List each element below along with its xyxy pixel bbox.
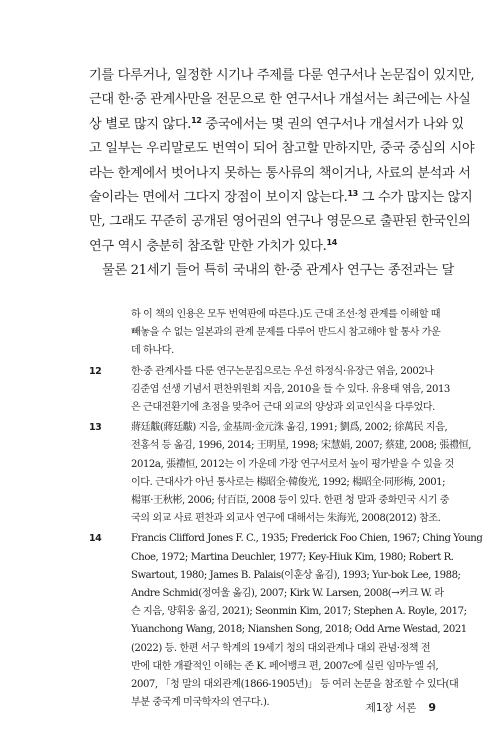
footnote-line: 2012a, 張禮恒, 2012는 이 가운데 가장 연구서로서 높이 평가받을 수 있을 것 — [131, 458, 454, 470]
page-footer — [366, 700, 436, 715]
body-line-text: 술이라는 면에서 그다지 장점이 보이지 않는다. — [89, 190, 348, 206]
footnote-line: 반에 대한 개괄적인 이해는 존 K. 페어뱅크 편, 2007c에 실린 임마누엘 쉬, — [131, 660, 439, 672]
body-line-text: 중국에서는 몇 권의 연구서나 개설서가 나와 있 — [201, 116, 464, 132]
body-line — [89, 113, 464, 137]
footnote-line: 국의 외교 사료 편찬과 외교사 연구에 대해서는 朱海光, 2008(2012) 참조. — [131, 513, 441, 525]
footnote-continuation — [89, 306, 439, 361]
footnote-line: 한·중 관계사를 다룬 연구논문집으로는 우선 하정식·유장근 엮음, 2002나 — [131, 365, 434, 377]
footnote-line: 이다. 근대사가 아닌 통사로는 楊昭全·韓俊光, 1992; 楊昭全·同形梅, 2001; — [131, 476, 446, 488]
body-line — [89, 210, 471, 234]
footnote-line: 데 하나다. — [131, 345, 174, 357]
footnote-line: 부분 중국계 미국학자의 연구다.). — [131, 697, 270, 709]
body-line-text: 상 별로 많지 않다. — [89, 116, 192, 132]
body-line — [89, 162, 471, 186]
body-line-text: 연구 역시 충분히 참조할 만한 가치가 있다. — [89, 238, 327, 254]
footnotes — [89, 306, 483, 712]
chapter-title: 제1장 서론 — [365, 702, 417, 714]
footnote-line: 2007, 「청 말의 대외관계(1866-1905년)」 등 여러 논문을 참조할 수 있다(대 — [131, 679, 459, 691]
body-line-text: 물론 21세기 들어 특히 국내의 한·중 관계사 연구는 종전과는 달 — [102, 263, 454, 279]
body-line — [89, 64, 475, 88]
footnote-line: 楊軍·王秋彬, 2006; 付百臣, 2008 등이 있다. 한편 청 말과 중화민국 시기 중 — [131, 495, 450, 507]
footnote-line: Andre Schmid(정여울 옮김), 2007; Kirk W. Larsen, 2008(→커크 W. 라 — [131, 588, 444, 600]
footnote-line: Yuanchong Wang, 2018; Nianshen Song, 2018; Odd Arne Westad, 2021 — [131, 624, 467, 636]
footnote-13 — [89, 419, 472, 528]
footnote-ref: 13 — [347, 189, 358, 199]
footnote-line: Francis Clifford Jones F. C., 1935; Frederick Foo Chien, 1967; Ching Young — [131, 533, 483, 545]
footnote-number: 14 — [89, 533, 102, 545]
body-line — [89, 137, 475, 161]
page-number: 9 — [428, 701, 436, 714]
footnote-ref: 12 — [191, 115, 202, 125]
footnote-line: 은 근대전환기에 초점을 맞추어 근대 외교의 양상과 외교인식을 다루었다. — [131, 402, 435, 414]
footnote-line: 빼놓을 수 없는 일본과의 관계 문제를 다루어 반드시 참고해야 할 통사 가운 — [131, 327, 441, 339]
footnote-number: 13 — [89, 422, 102, 434]
body-line-text: 그 수가 많지는 않지 — [357, 190, 473, 206]
footnote-line: Choe, 1972; Martina Deuchler, 1977; Key-Hiuk Kim, 1980; Robert R. — [131, 551, 454, 563]
footnote-ref: 14 — [326, 237, 337, 247]
footnote-line: (2022) 등. 한편 서구 학계의 19세기 청의 대외관계나 대외 관념·정책 전 — [131, 642, 431, 654]
body-line — [89, 88, 471, 112]
footnote-14 — [89, 530, 483, 712]
footnote-line: 蔣廷黻(蔣廷黻) 지음, 金基周·金元洙 옮김, 1991; 劉爲, 2002; 徐萬民 지음, — [131, 422, 448, 434]
body-line-text: 기를 다루거나, 일정한 시기나 주제를 다룬 연구서나 논문집이 있지만, — [89, 68, 475, 83]
body-line-text: 라는 한계에서 벗어나지 못하는 통사류의 책이거나, 사료의 분석과 서 — [89, 165, 471, 181]
footnote-number: 12 — [89, 365, 102, 377]
footnote-line: 김준엽 선생 기념서 편찬위원회 지음, 2010을 들 수 있다. 유용태 엮음, 2013 — [131, 383, 450, 395]
footnote-line: 전홍석 등 옮김, 1996, 2014; 王明星, 1998; 宋慧娟, 2007; 蔡建, 2008; 張禮恒, — [131, 440, 472, 452]
footnote-line: 하 이 책의 인용은 모두 번역판에 따른다.)도 근대 조선·청 관계를 이해할 때 — [131, 309, 441, 320]
footnote-line: Swartout, 1980; James B. Palais(이훈상 옮김), 1993; Yur-bok Lee, 1988; — [131, 569, 461, 581]
body-text — [89, 64, 475, 284]
body-line-text: 근대 한·중 관계사만을 전문으로 한 연구서나 개설서는 최근에는 사실 — [89, 92, 471, 108]
body-line — [89, 259, 454, 283]
footnote-line: 슨 지음, 양휘웅 옮김, 2021); Seonmin Kim, 2017; Stephen A. Royle, 2017; — [131, 606, 467, 618]
footnote-12 — [89, 363, 450, 418]
body-line-text: 고 일부는 우리말로도 번역이 되어 참고할 만하지만, 중국 중심의 시야 — [89, 141, 475, 157]
body-line — [89, 186, 473, 210]
body-line-text: 만, 그래도 꾸준히 공개된 영어권의 연구나 영문으로 출판된 한국인의 — [89, 214, 471, 230]
body-line — [89, 235, 436, 259]
